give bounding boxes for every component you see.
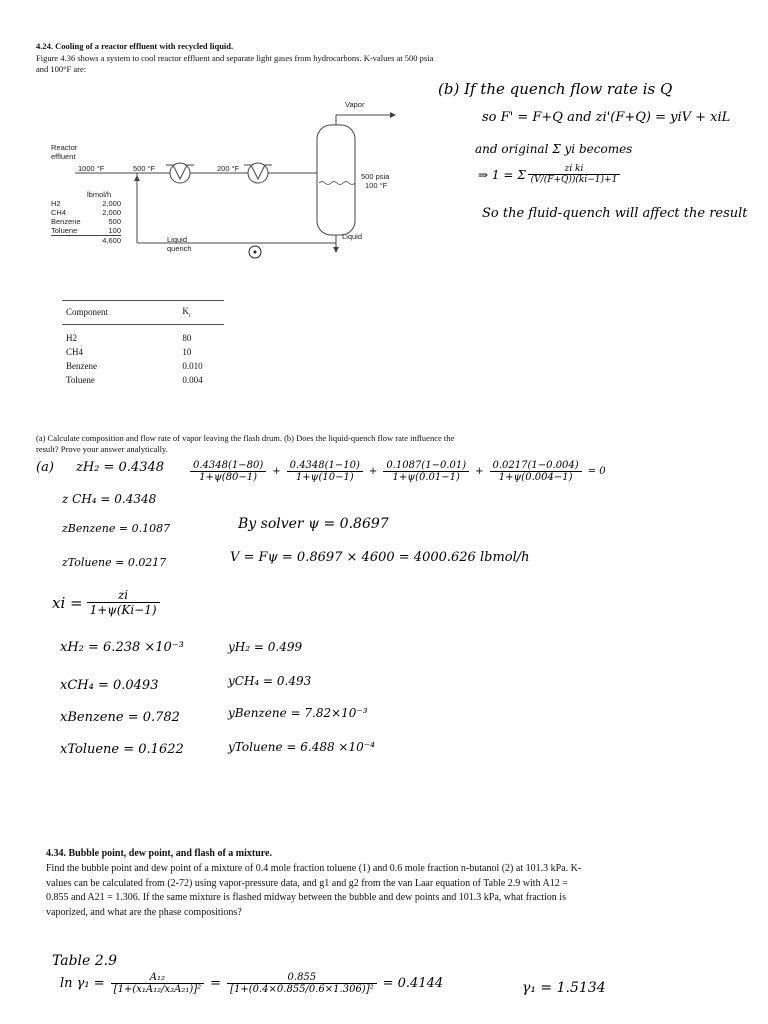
- feed-row: Toluene 100: [51, 226, 121, 235]
- hand-y-toluene: yToluene = 6.488 ×10⁻⁴: [228, 740, 375, 754]
- problem-434-title: 4.34. Bubble point, dew point, and flash of a mixture.: [46, 848, 272, 859]
- xi-fraction: $\frac{zi}{1+\psi(Ki-1)}$: [87, 588, 160, 617]
- hand-b-line2: so F' = F+Q and zi'(F+Q) = yiV + xiL: [482, 110, 731, 125]
- reactor-effluent-label: Reactor effluent: [51, 143, 78, 161]
- xi-lhs: xi =: [52, 593, 83, 612]
- hand-b-line1: (b) If the quench flow rate is Q: [438, 80, 673, 98]
- hand-vapor-flow: V = Fψ = 0.8697 × 4600 = 4000.626 lbmol/h: [230, 550, 530, 565]
- feed-row: Benzene 500: [51, 217, 121, 226]
- hand-solver-result: By solver ψ = 0.8697: [238, 516, 389, 532]
- vapor-label: Vapor: [345, 100, 365, 109]
- drum-temperature-label: 100 °F: [365, 181, 388, 190]
- van-laar-fraction-1: $\frac{\text{A₁₂}}{\text{[1+(x₁A₁₂/x₂A₂₁)]²}}$: [111, 972, 205, 995]
- feed-row: H2 2,000: [51, 199, 121, 208]
- hand-table-ref: Table 2.9: [52, 953, 118, 969]
- hand-b-fraction: $\frac{\text{zi ki}}{(V/(F+Q))(ki-1)+1}$: [528, 164, 621, 185]
- hand-x-toluene: xToluene = 0.1622: [60, 742, 184, 757]
- table-row: CH4 10: [66, 346, 192, 357]
- temp-500-label: 500 °F: [133, 164, 156, 173]
- van-laar-result: = 0.4144: [382, 976, 444, 991]
- temp-1000-label: 1000 °F: [78, 164, 105, 173]
- hand-b-line5: So the fluid-quench will affect the result: [482, 206, 748, 221]
- hand-z-toluene: zToluene = 0.0217: [62, 556, 167, 569]
- hand-y-benzene: yBenzene = 7.82×10⁻³: [228, 706, 368, 720]
- hand-x-h2: xH₂ = 6.238 ×10⁻³: [60, 640, 184, 655]
- eq-term: $\frac{0.1087(1-0.01)}{1+\psi(0.01-1)}$: [383, 460, 469, 483]
- liquid-label: Liquid: [342, 232, 363, 241]
- hand-van-laar: ln γ₁ = $\frac{\text{A₁₂}}{\text{[1+(x₁A₁₂/x₂A₂₁)]²}}$ = $\frac{0.855}{\text{[1+(0.4×0.855/0.6×1.306)]²}}$ = 0.4144: [60, 972, 444, 995]
- feed-table: [51, 199, 121, 245]
- van-laar-fraction-2: $\frac{0.855}{\text{[1+(0.4×0.855/0.6×1.306)]²}}$: [227, 972, 377, 995]
- eq-rhs: = 0: [587, 466, 606, 477]
- problem-434-statement: Find the bubble point and dew point of a mixture of 0.4 mole fraction toluene (1) and 0.6 mole fraction n-butanol (2) at 101.3 kPa. K-values can be calculated from (2-72) using vapor-pressure data, and g1 and g2 from the van Laar equation of Table 2.9 with A12 = 0.855 and A21 = 1.306. If the same mixture is flashed midway between the bubble and dew points and 101.3 kPa, what fraction is vaporized, and what are the phase compositions?: [46, 863, 582, 918]
- table-row: H2 80: [66, 332, 192, 343]
- problem-statement: Figure 4.36 shows a system to cool reactor effluent and separate light gases from hydrocarbons. K-values at 500 psia and 100°F are:: [36, 53, 434, 74]
- flash-drum-icon: [317, 125, 355, 235]
- k-table-container: [62, 300, 224, 387]
- rachford-rice-equation: $\frac{0.4348(1-80)}{1+\psi(80-1)}$ + $\frac{0.4348(1-10)}{1+\psi(10-1)}$ + $\frac{0.1087(1-0.01)}{1+\psi(0.01-1)}$ + $\frac{0.0217(1-0.004)}{1+\psi(0.004-1)}$ = 0: [190, 460, 606, 483]
- hand-b-line4-lhs: ⇒ 1 = Σ: [478, 167, 526, 182]
- temp-200-label: 200 °F: [217, 164, 240, 173]
- hand-b-line3: and original Σ yi becomes: [475, 142, 633, 156]
- hand-y-h2: yH₂ = 0.499: [228, 640, 303, 654]
- hand-xi-formula: [52, 588, 160, 617]
- eq-term: $\frac{0.4348(1-10)}{1+\psi(10-1)}$: [287, 460, 363, 483]
- problem-title: 4.24. Cooling of a reactor effluent with recycled liquid.: [36, 41, 234, 51]
- table-row: Toluene 0.004: [66, 374, 203, 385]
- flow-unit-label: lbmol/h: [87, 190, 112, 199]
- hand-z-h2: zH₂ = 0.4348: [76, 460, 165, 475]
- liquid-quench-label: Liquid quench: [167, 235, 192, 253]
- k-value-table: [62, 301, 224, 387]
- eq-term: $\frac{0.0217(1-0.004)}{1+\psi(0.004-1)}$: [490, 460, 582, 483]
- col-header-component: Component: [62, 301, 122, 324]
- hand-a-label: (a): [36, 460, 54, 475]
- van-laar-lhs: ln γ₁ =: [60, 976, 105, 991]
- feed-row: CH4 2,000: [51, 208, 121, 217]
- drum-pressure-label: 500 psia: [361, 172, 390, 181]
- hand-z-ch4: z CH₄ = 0.4348: [62, 492, 157, 506]
- question-text: (a) Calculate composition and flow rate of vapor leaving the flash drum. (b) Does the liquid-quench flow rate influence the result? Prove your answer analytically.: [36, 433, 455, 454]
- hand-z-benzene: zBenzene = 0.1087: [62, 522, 171, 535]
- process-diagram: [45, 95, 435, 265]
- table-row: Benzene 0.010: [66, 360, 203, 371]
- col-header-k: $K_i$: [122, 301, 224, 324]
- hand-x-benzene: xBenzene = 0.782: [60, 710, 180, 725]
- hand-b-line4: [478, 164, 620, 185]
- hand-y-ch4: yCH₄ = 0.493: [228, 674, 312, 688]
- feed-total: 4,600: [102, 236, 121, 245]
- hand-x-ch4: xCH₄ = 0.0493: [60, 678, 159, 693]
- hand-gamma-result: γ₁ = 1.5134: [522, 980, 606, 996]
- eq-term: $\frac{0.4348(1-80)}{1+\psi(80-1)}$: [190, 460, 266, 483]
